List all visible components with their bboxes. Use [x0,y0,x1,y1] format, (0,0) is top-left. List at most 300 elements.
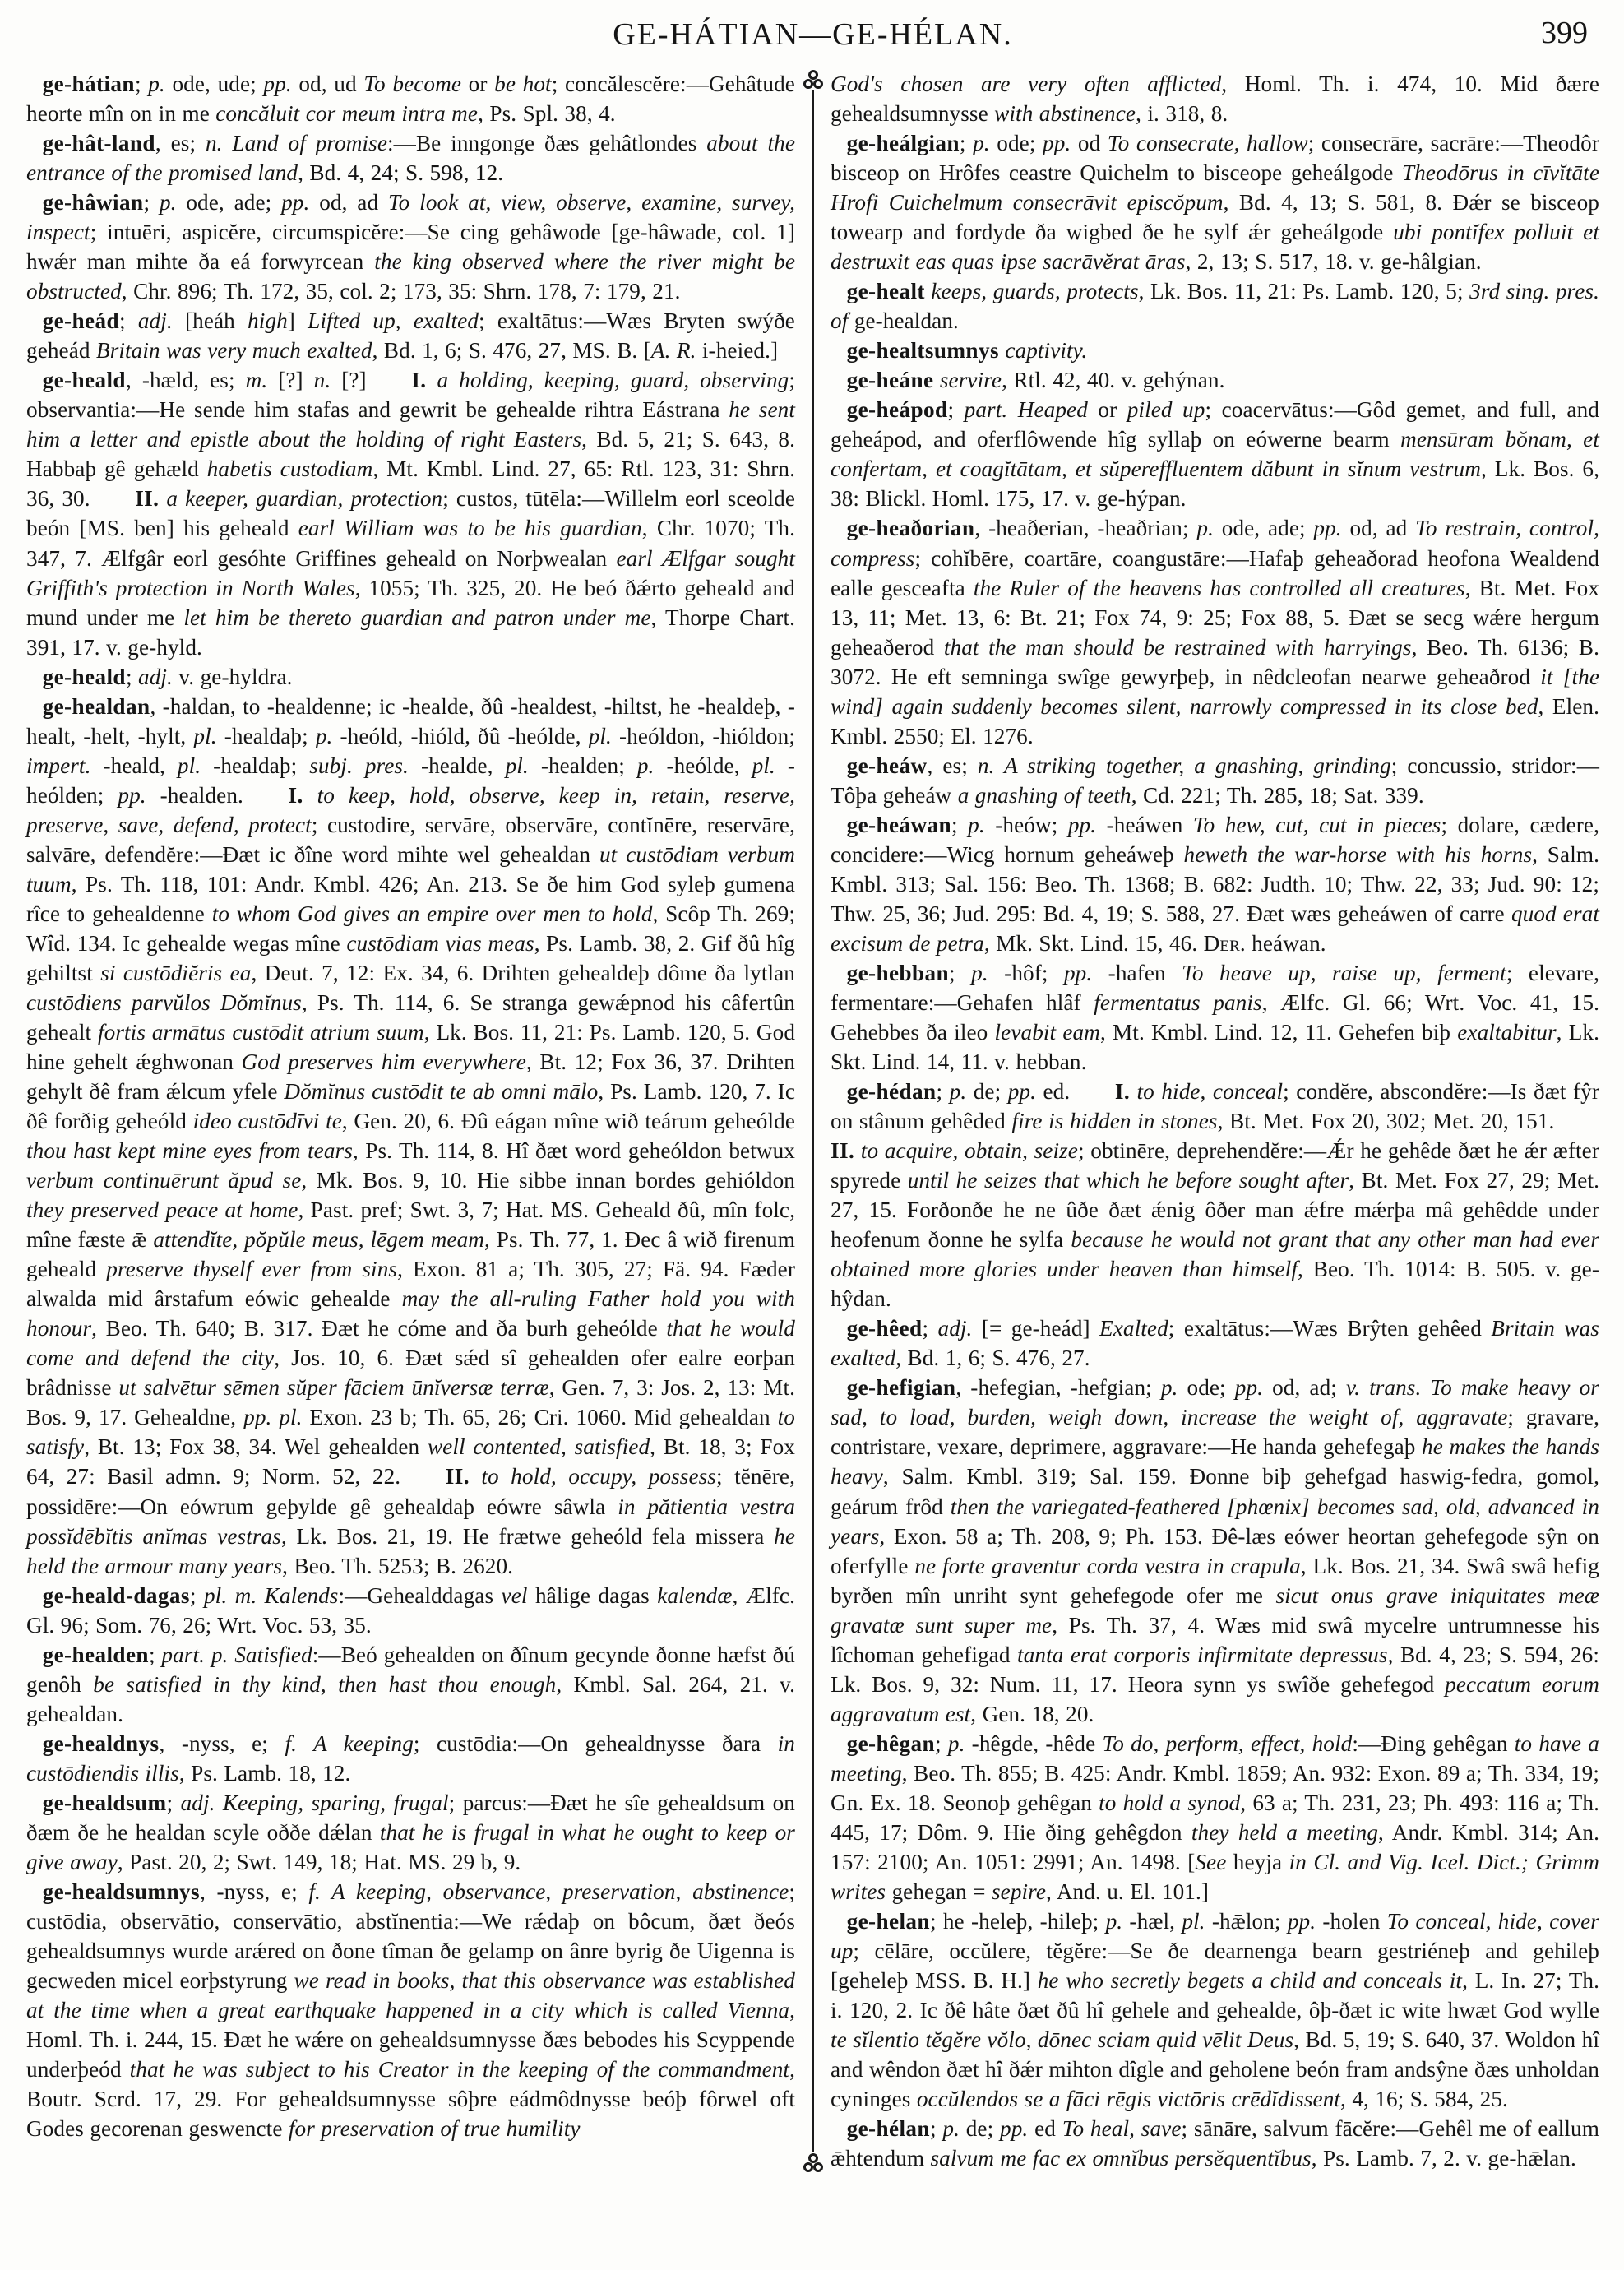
page-number: 399 [1541,16,1588,50]
entry-text: Britain was exalted [831,1316,1599,1371]
entry-text: in Cl. and Vig. Icel. Dict.; Grimm writes [831,1849,1600,1904]
entry-text: To heal, save [1062,2116,1182,2142]
entry-text: -healdaþ; [216,723,316,748]
entry-text: 3rd sing. pres. of [831,279,1599,334]
entry-text: , Bd. 1, 6; S. 476, 27, MS. B. [ [372,338,651,364]
entry-text: servire [939,368,1002,393]
headword: I. [1114,1079,1131,1105]
entry-text: ; he -heleþ, -hileþ; [929,1908,1106,1934]
entry-text: ; observantia:—He sende him stafas and gewrit be gehealde rihtra Eástrana [26,368,795,423]
entry-text: because he would not grant that any other man had ever obtained more glories under heaven than himself [831,1227,1599,1282]
entry-text: od, ad [1341,516,1416,541]
headword: ge-healt [846,279,925,304]
entry-text: ode; [1178,1375,1235,1401]
headword: ge-heald [42,664,126,689]
entry-text: ; custodire, servāre, observāre, contĭnēre, reservāre, salvāre, defendĕre:—Ðæt ic ðîne word mihte wel gehealdan [26,812,795,867]
entry-text: , Bd. 5, 19; S. 640, 37. Woldon hî and wêndon ðæt hî ðǽr mihton dîgle and geholene beón fram andsŷne ðæs unholdan cyninges [831,2027,1599,2112]
entry-text: ; [119,308,138,334]
entry-text: [heáh [172,308,248,334]
entry-text: gehegan = [886,1879,992,1904]
entry-text: adj. [138,664,173,689]
entry-text: To restrain, control, compress [831,516,1599,571]
entry-text: it [the wind] again suddenly becomes silent, narrowly compressed in its close bed [831,664,1599,719]
entry-text: thou hast kept mine eyes from tears [26,1138,353,1164]
entry-text: -heów; [984,812,1068,837]
entry-text: pl. [1182,1908,1205,1934]
entry-text: ; [951,812,969,837]
entry-text: , Homl. Th. i. 244, 15. Ðæt he wǽre on gehealdsumnysse ðæs bebodes his Scyppende underþeód [26,1998,795,2082]
entry-text: , Bt. 18, 3; Fox 64, 27: Basil admn. 9; Norm. 52, 22. [26,1434,795,1489]
entry-text: to whom God gives an empire over men to hold [211,901,653,926]
entry-text: i-heied.] [696,338,779,364]
entry-text: ; parcus:—Ðæt he sîe gehealdsum on ðæm ðe he healdan scyle oððe dǽlan [26,1790,795,1845]
entry-text: pp. [1043,131,1071,156]
entry-text: pl. m. Kalends [203,1582,339,1608]
entry-text: , Boutr. Scrd. 17, 29. For gehealdsumnysse sôþre eádmôdnysse beóþ fôrwel oft Godes gecorenan geswencte [26,2057,795,2142]
entry-text: custōdiens parvŭlos Dŏmĭnus [26,989,302,1015]
entry-text: A. R. [650,338,696,364]
entry-text: pp. [1007,1079,1037,1105]
entry-text: :—Ðing gehêgan [1352,1730,1515,1756]
entry-text: To conceal, hide, cover up [831,1908,1599,1963]
entry-text: sicut onus grave iniquitates meæ gravatæ sunt super me [831,1582,1600,1638]
headword: ge-heád [42,308,119,334]
entry-text: part. p. Satisfied [161,1642,312,1667]
headword: ge-hêgan [846,1730,935,1756]
entry-text: earl William was to be his guardian [298,516,642,541]
entry-text: a holding, keeping, guard, observing [437,368,789,393]
entry-text: ed [1028,2116,1062,2142]
entry-text: , Lk. Bos. 21, 34. Swâ swâ hefig byrðen mîn unriht synt gehefegode ofer me [831,1553,1599,1608]
dictionary-entry [831,513,1599,750]
column-right [831,69,1599,2173]
entry-text: ; [134,72,149,96]
entry-text: for preservation of true humility [288,2116,581,2142]
entry-text: -heólden; [26,753,795,808]
entry-text: , Ps. Th. 37, 4. Wæs mid swâ mycelre untrumnesse his lîchoman gehefigad [831,1612,1599,1667]
entry-text: pp. [118,782,146,808]
entry-text: See [1195,1849,1227,1874]
entry-text: adj. [137,308,173,334]
headword: II. [135,486,160,512]
entry-text: ; exaltātus:—Wæs Bryten swýðe geheád [26,308,795,364]
headword: I. [411,368,427,393]
headword: ge-hâwian [42,190,144,215]
entry-text: p. [968,812,985,837]
entry-text: to acquire, obtain, seize [860,1138,1078,1164]
entry-text: , 63 a; Th. 231, 23; Ph. 493: 116 a; Th. 445, 17; Dôm. 9. Hie ðing gehêgdon [831,1790,1599,1845]
entry-text: that the man should be restrained with harryings [943,634,1412,660]
entry-text: ; exaltātus:—Wæs Brŷten gehêed [1168,1316,1492,1341]
entry-text: To heave up, raise up, ferment [1182,960,1506,985]
entry-text: , Ps. Th. 114, 6. Se stranga gewǽpnod his câfertûn gehealt [26,989,795,1045]
entry-text: -hæl, [1122,1908,1182,1934]
entry-text: v. ge-hyldra. [172,664,293,689]
entry-text: pl. [752,753,775,778]
headword: ge-healdnys [42,1730,160,1756]
entry-text: Exalted [1099,1316,1168,1341]
entry-text: , 4, 16; S. 584, 25. [1340,2087,1508,2112]
entry-text: ; coacervātus:—Gôd gemet, and full, and geheápod, and oferflôwende hîg syllaþ on eówerne bearm [831,397,1599,452]
entry-text: , Bt. Met. Fox 27, 29; Met. 27, 15. Forðonðe he ne ûðe ðæt ǽnig ôðer man ǽfre mǽrþa mâ gehêdde under heofenum ðonne he sylfa [831,1168,1599,1253]
entry-text: To look at, view, observe, examine, survey, inspect [26,190,795,245]
entry-text: p. [1196,516,1214,541]
entry-text: p. [1105,1908,1123,1934]
entry-text: , Ps. Th. 118, 101: Andr. Kmbl. 426; An. 213. Se ðe him God syleþ gumena rîce to gehealdenne [26,871,795,926]
entry-text: , Gen. 20, 6. Ðû eágan mîne wið teárum geheólde [341,1109,795,1134]
entry-text: m. [245,368,268,393]
entry-text: ; [947,397,965,423]
entry-text: Theodōrus in cīvĭtāte Hrofi Cuichelmum consecrāvit episcŏpum [831,160,1599,215]
entry-text: , Rtl. 42, 40. v. gehýnan. [1002,368,1225,393]
entry-text: ode, ade; [1213,516,1314,541]
entry-text: , Cd. 221; Th. 285, 18; Sat. 339. [1131,782,1424,808]
entry-text: ; [143,190,160,215]
entry-text: , Deut. 7, 12: Ex. 34, 6. Drihten gehealdeþ dôme ða lytlan [251,960,795,985]
entry-text: , Lk. Bos. 21, 19. He frætwe geheóld fela missera [280,1523,775,1549]
headword: ge-heálgian [846,131,960,156]
entry-text: , -haldan, to -healdenne; ic -healde, ðû -healdest, -hiltst, he -healdeþ, -healt, -helt, -hylt, [26,693,795,748]
dictionary-entry [26,306,795,365]
entry-text: ideo custōdīvi te [192,1109,342,1134]
entry-text: , -nyss, e; [159,1730,285,1756]
entry-text: -healden. [146,782,289,808]
entry-text: od [1071,131,1108,156]
entry-text: to hold a synod [1099,1790,1241,1815]
entry-text: ut custōdiam verbum tuum [26,841,795,896]
headword: ge-hefigian [846,1375,956,1401]
entry-text: pp. [263,72,292,96]
entry-text: ; concussio, stridor:—Tôþa geheáw [831,753,1599,808]
headword: ge-hátian [42,72,135,96]
entry-text: , Lk. Bos. 11, 21: Ps. Lamb. 120, 5. God hine gehelt ǽghwonan [26,1020,796,1075]
entry-text: -heóldon, -hióldon; [611,723,795,748]
headword: II. [831,1138,855,1164]
entry-text: ; [166,1790,181,1815]
entry-text: he sent him a letter and epistle about the holding of right Easters [26,397,795,452]
entry-text: , Chr. 1070; Th. 347, 7. Ælfgâr eorl gesóhte Griffines geheald on Norþwealan [26,516,795,571]
entry-text: v. trans. To make heavy or sad, to load, burden, weigh down, increase the weight of, aggravate [831,1375,1599,1430]
entry-text: piled up [1127,397,1205,423]
entry-text: , Ps. Lamb. 18, 12. [178,1760,351,1786]
entry-text: od, ad; [1263,1375,1346,1401]
dictionary-entry [831,1313,1599,1373]
entry-text: , Beo. Th. 5253; B. 2620. [282,1553,514,1578]
entry-text: pp. [1234,1375,1264,1401]
entry-text [426,368,437,392]
entry-text: high [248,308,288,334]
headword: ge-hédan [846,1079,937,1105]
dictionary-entry [831,336,1599,365]
entry-text: peccatum eorum aggravatum est [831,1671,1599,1726]
entry-text: ; obtinēre, deprehendĕre:—Ǽr he gehêde ðæt he ǽr æfter spyrede [831,1138,1599,1193]
entry-text: n. Land of promise [205,131,387,156]
entry-text: , And. u. El. 101.] [1046,1879,1210,1904]
headword: ge-heald [42,368,126,393]
entry-text: , -heaðerian, -heaðrian; [974,516,1197,541]
entry-text: exaltabitur [1457,1020,1557,1045]
entry-text: Exon. 23 b; Th. 65, 26; Cri. 1060. Mid gehealdan [302,1405,778,1430]
entry-text: ; [922,1316,938,1341]
entry-text: si custōdiĕris ea [100,960,252,985]
entry-text: fortis armātus custōdit atrium suum [97,1020,424,1045]
headword: ge-heáw [846,753,928,778]
entry-text: , -hæld, es; [125,368,246,393]
entry-text: ] [287,308,308,334]
entry-text: heáwan. [1245,930,1326,956]
entry-text: ut salvētur sēmen sŭper fāciem ūnĭversæ terræ [118,1375,549,1401]
entry-text: custōdiam vias meas [346,930,534,956]
entry-text: To do, perform, effect, hold [1102,1730,1353,1756]
entry-text: , Mt. Kmbl. Lind. 12, 11. Gehefen biþ [1099,1020,1458,1045]
entry-text: a gnashing of teeth [957,782,1131,808]
dictionary-entry [26,662,795,692]
entry-text: , Bd. 4, 24; S. 598, 12. [298,160,504,186]
headword: ge-heald-dagas [42,1582,190,1608]
entry-text: fire is hidden in stones [1011,1109,1218,1134]
dictionary-entry [26,69,795,128]
headword: ge-healden [42,1642,149,1667]
entry-text: , es; [155,131,206,156]
entry-text: part. Heaped [964,397,1088,423]
entry-text: , Salm. Kmbl. 319; Sal. 159. Ðonne biþ gehefgad haswig-fedra, gomol, geárum frôd [831,1464,1599,1519]
entry-text: about the entrance of the promised land [26,131,795,186]
entry-text: -heólde, [654,753,752,778]
entry-text: God preserves him everywhere [241,1049,526,1075]
headword: ge-hêed [846,1316,923,1341]
dictionary-entry [831,1077,1599,1313]
entry-text: od, ad [309,190,388,215]
entry-text: To become [363,72,462,96]
entry-text: pl. [193,723,217,748]
entry-text: heweth the war-horse with his horns [1183,841,1533,867]
entry-text: ; [148,1642,162,1667]
entry-text [854,1138,861,1163]
entry-text: , Scôp Th. 269; Wîd. 134. Ic gehealde wegas mîne [26,901,796,956]
dictionary-entry [26,1788,795,1877]
entry-text: mensūram bŏnam, et confertam, et coagĭtātam, et sŭpereffluentem dăbunt in sĭnum vestrum [831,427,1599,482]
entry-text: they held a meeting [1191,1819,1379,1845]
entry-text: ; [929,2116,943,2142]
entry-text: Der. [1203,930,1246,956]
entry-text: , Salm. Kmbl. 313; Sal. 156: Beo. Th. 1368; B. 682: Judth. 10; Thw. 22, 33; Jud. 90: 12; Thw. 25, 36; Jud. 295: Bd. 4, 19; S. 588, 27. Ðæt wæs geheáwen of carre [831,841,1599,926]
headword: ge-hélan [846,2116,930,2142]
running-head-title: GE-HÁTIAN—GE-HÉLAN. [613,17,1013,52]
trefoil-ornament-icon [803,70,824,89]
entry-text: or [461,72,495,96]
column-rule [812,90,814,2152]
entry-text: to have a meeting [831,1730,1599,1786]
entry-text: , Beo. Th. 855; B. 425: Andr. Kmbl. 1859; An. 932: Exon. 89 a; Th. 334, 19; Gn. Ex. 18. Seonoþ gehêgan [831,1760,1599,1815]
entry-continuation [831,69,1599,128]
dictionary-entry [831,2114,1599,2173]
entry-text: , Bd. 5, 21; S. 643, 8. Habbaþ gê gehæld [26,427,795,482]
entry-text [1130,1079,1136,1104]
headword: ge-heápod [846,397,948,423]
entry-text: f. A keeping [285,1730,414,1756]
entry-text: attendĭte, pŏpŭle meus, lēgem meam [153,1227,485,1253]
two-column-body [26,69,1599,2173]
entry-text: , Mk. Bos. 9, 10. Hie sibbe innan bordes gehióldon [301,1168,795,1193]
headword: ge-healdan [42,693,150,719]
entry-text: that he would come and defend the city [26,1316,795,1371]
entry-text: preserve thyself ever from sins [106,1257,398,1282]
entry-text: that he was subject to his Creator in the keeping of the commandment [129,2057,790,2082]
dictionary-entry [831,1906,1599,2114]
entry-text: , i. 318, 8. [1136,101,1228,127]
entry-text: earl Ælfgar sought Griffith's protection in North Wales [26,545,796,600]
entry-text: may the all-ruling Father hold you with honour [26,1286,795,1341]
entry-text: -healdaþ; [201,753,310,778]
entry-text: -heald, [90,753,178,778]
entry-text: to hide, conceal [1136,1079,1284,1105]
entry-text: , Ps. Lamb. 38, 2. Gif ðû hîg gehiltst [26,930,795,985]
entry-text: ; intuēri, aspicĕre, circumspicĕre:—Se cing gehâwode [ge-hâwade, col. 1] hwǽr man mihte ða eá forwyrcean [26,220,795,275]
entry-text: ode; [989,131,1043,156]
entry-text: , 1055; Th. 325, 20. He beó ðǽrto geheald and mund under me [26,575,795,630]
entry-text: with abstinence [994,101,1136,127]
entry-text: , Bd. 4, 13; S. 581, 8. Ðǽr se bisceop towearp and fordyde ða wigbed ðe he sylf ǽr geheálgode [831,190,1599,245]
entry-text [933,368,939,392]
entry-text: ubi pontĭfex polluit et destruxit eas quas ipse sacrāvĕrat āras [831,220,1600,275]
entry-text: -healden; [528,753,637,778]
entry-text: , Jos. 10, 6. Ðæt sǽd sî gehealden ofer ealre eorþan brâdnisse [26,1346,795,1401]
entry-text: -holen [1316,1908,1387,1934]
entry-text: sepire [991,1879,1047,1904]
entry-text: to keep, hold, observe, keep in, retain, reserve, preserve, save, defend, protect [26,782,795,837]
dictionary-entry [26,1877,795,2143]
entry-text: -healde, [408,753,506,778]
entry-text: be satisfied in thy kind, then hast thou enough [93,1671,557,1697]
entry-text: habetis custodiam [206,456,373,482]
entry-text: ; custos, tūtēla:—Willelm eorl sceolde beón [MS. ben] his geheald [26,486,795,541]
entry-text: , Ps. Th. 114, 8. Hî ðæt word geheóldon betwux [352,1138,796,1164]
entry-text: heyja [1226,1849,1289,1874]
entry-text: subj. pres. [309,753,409,778]
entry-text: to hold, occupy, possess [481,1464,716,1489]
entry-text: p. [315,723,333,748]
entry-text: the king observed where the river might be obstructed [26,249,795,304]
entry-text: , Kmbl. Sal. 264, 21. v. gehealdan. [26,1671,795,1726]
entry-text: ; cohĭbēre, coartāre, coangustāre:—Hafaþ geheaðorad heofona Wealdend ealle gesceafta [831,545,1599,600]
entry-text: , Exon. 81 a; Th. 305, 27; Fä. 94. Fæder alwalda mid ârstafum eówic gehealde [26,1257,795,1312]
entry-text: :—Beó gehealden on ðînum gecynde ðonne hæfst ðú genôh [26,1642,795,1697]
entry-text: impert. [26,753,91,778]
entry-text: we read in books, that this observance was established at the time when a great earthquake happened in a city which is called Vienna [26,1968,795,2023]
entry-text: ode, ude; [164,72,264,96]
entry-text: [?] [331,368,412,393]
headword: I. [288,782,303,808]
dictionary-entry [26,1729,795,1788]
entry-text: :—Be inngonge ðæs gehâtlondes [387,131,707,156]
dictionary-entry [26,188,795,306]
entry-text: ; cēlāre, occŭlere, tĕgĕre:—Se ðe dearnenga bearn gestriéneþ and gehileþ [geheleþ MSS. B. H.] [831,1938,1599,1993]
entry-text: n. A striking together, a gnashing, grinding [977,753,1391,778]
entry-text: the Ruler of the heavens has controlled all creatures [973,575,1465,600]
headword: ge-hât-land [42,131,155,156]
entry-text: ; custōdia, observātio, conservātio, abstĭnentia:—We rǽdaþ on bôcum, ðæt ðeós gehealdsumnys wurde arǽred on ðone tîman ðe gelamp on ânre byrig ðe Uigenna is gecweden micel eorþstyrung [26,1879,795,1993]
dictionary-entry [26,692,795,1581]
entry-text: ; custōdia:—On gehealdnysse ðara [413,1730,778,1756]
entry-text: ; elevare, fermentare:—Gehafen hlâf [831,960,1599,1015]
entry-text: , Ps. Th. 77, 1. Ðec â wið firenum geheald [26,1227,795,1282]
entry-text: fermentatus panis [1094,989,1262,1015]
entry-text: pl. [588,723,612,748]
entry-text: , Chr. 896; Th. 172, 35, col. 2; 173, 35: Shrn. 178, 7: 179, 21. [121,279,681,304]
entry-text: p. [973,131,990,156]
entry-text: a keeper, guardian, protection [166,486,443,512]
column-divider [795,69,831,2173]
entry-text: To hew, cut, cut in pieces [1192,812,1441,837]
entry-text: he who secretly begets a child and conceals it [1037,1968,1463,1993]
entry-text: quod erat excisum de petra [831,901,1599,956]
entry-text: ode, ade; [176,190,282,215]
entry-text: they preserved peace at home [26,1198,298,1223]
entry-text: he makes the hands heavy [831,1434,1599,1489]
entry-text: , Mt. Kmbl. Lind. 27, 65: Rtl. 123, 31: Shrn. 36, 30. [26,456,796,512]
entry-text: ; condĕre, abscondĕre:—Is ðæt fŷr on stânum gehêded [831,1079,1600,1134]
entry-text: , Ps. Lamb. 7, 2. v. ge-hǣlan. [1311,2146,1576,2171]
entry-text: , Beo. Th. 6136; B. 3072. He eft semninga swîge gewyrþeþ, in nêdcleofan nearwe geheaðrod [831,634,1599,689]
entry-text: f. A keeping, observance, preservation, abstinence [308,1879,789,1904]
entry-text: ; sānāre, salvum fācĕre:—Gehêl me of eallum ǣhtendum [831,2116,1599,2171]
entry-text: od, ud [291,72,364,96]
entry-text: , Bt. Met. Fox 13, 11; Met. 13, 6: Bt. 21; Fox 74, 9: 25; Fox 88, 5. Ðæt se secg wǽre hergum geheaðerod [831,575,1599,660]
entry-text: p. [949,1079,967,1105]
entry-text: , Bt. 13; Fox 38, 34. Wel gehealden [84,1434,428,1460]
entry-text: Britain was very much exalted [95,338,372,364]
entry-text: [= ge-heád] [972,1316,1100,1341]
entry-text: pp. [281,190,310,215]
headword: ge-healtsumnys [846,338,999,364]
entry-text: ; [189,1582,204,1608]
dictionary-entry [831,1373,1599,1728]
entry-text: -heáwen [1096,812,1193,837]
dictionary-entry [831,1729,1599,1906]
entry-text: pp. [1000,2116,1029,2142]
entry-text: , Bt. 12; Fox 36, 37. Drihten gehylt ðê fram ǽlcum yfele [26,1049,795,1105]
entry-text: ; gravare, contristare, vexare, deprimere, aggravare:—He handa gehefegaþ [831,1405,1599,1460]
entry-text: pp. [1063,960,1093,985]
entry-text: pl. [177,753,201,778]
trefoil-ornament-icon [803,2153,824,2172]
entry-text: well contented, satisfied [427,1434,650,1460]
entry-text: , Past. pref; Swt. 3, 7; Hat. MS. Geheald ðû, mîn folc, mîne fæste ǣ [26,1198,795,1253]
entry-text: , es; [927,753,978,778]
entry-text: , Ps. Spl. 38, 4. [478,101,616,127]
entry-text: p. [159,190,177,215]
entry-text: occŭlendos se a fāci rēgis victōris crēdĭdissent [916,2087,1341,2112]
dictionary-entry [831,365,1599,395]
entry-text [303,783,317,808]
entry-text: , Lk. Skt. Lind. 14, 11. v. hebban. [831,1020,1599,1075]
entry-text: , Thorpe Chart. 391, 17. v. ge-hyld. [26,605,796,660]
entry-text: , Bd. 1, 6; S. 476, 27. [895,1346,1090,1371]
entry-text: ne forte graventur corda vestra in crapula [914,1553,1301,1578]
entry-text: , Past. 20, 2; Swt. 149, 18; Hat. MS. 29 b, 9. [117,1849,521,1874]
dictionary-entry [26,128,795,188]
entry-text: , Gen. 7, 3: Jos. 2, 13: Mt. Bos. 9, 17. Gehealdne, [26,1375,796,1430]
dictionary-entry [831,128,1599,276]
dictionary-entry [831,810,1599,958]
entry-text: , Ælfc. Gl. 96; Som. 76, 26; Wrt. Voc. 53, 35. [26,1582,795,1638]
headword: ge-heaðorian [846,516,975,541]
entry-text: de; [959,2116,1001,2142]
dictionary-entry [26,1581,795,1640]
dictionary-entry [26,365,795,661]
entry-text: ed. [1036,1079,1115,1105]
entry-text: pp. [1287,1908,1316,1934]
